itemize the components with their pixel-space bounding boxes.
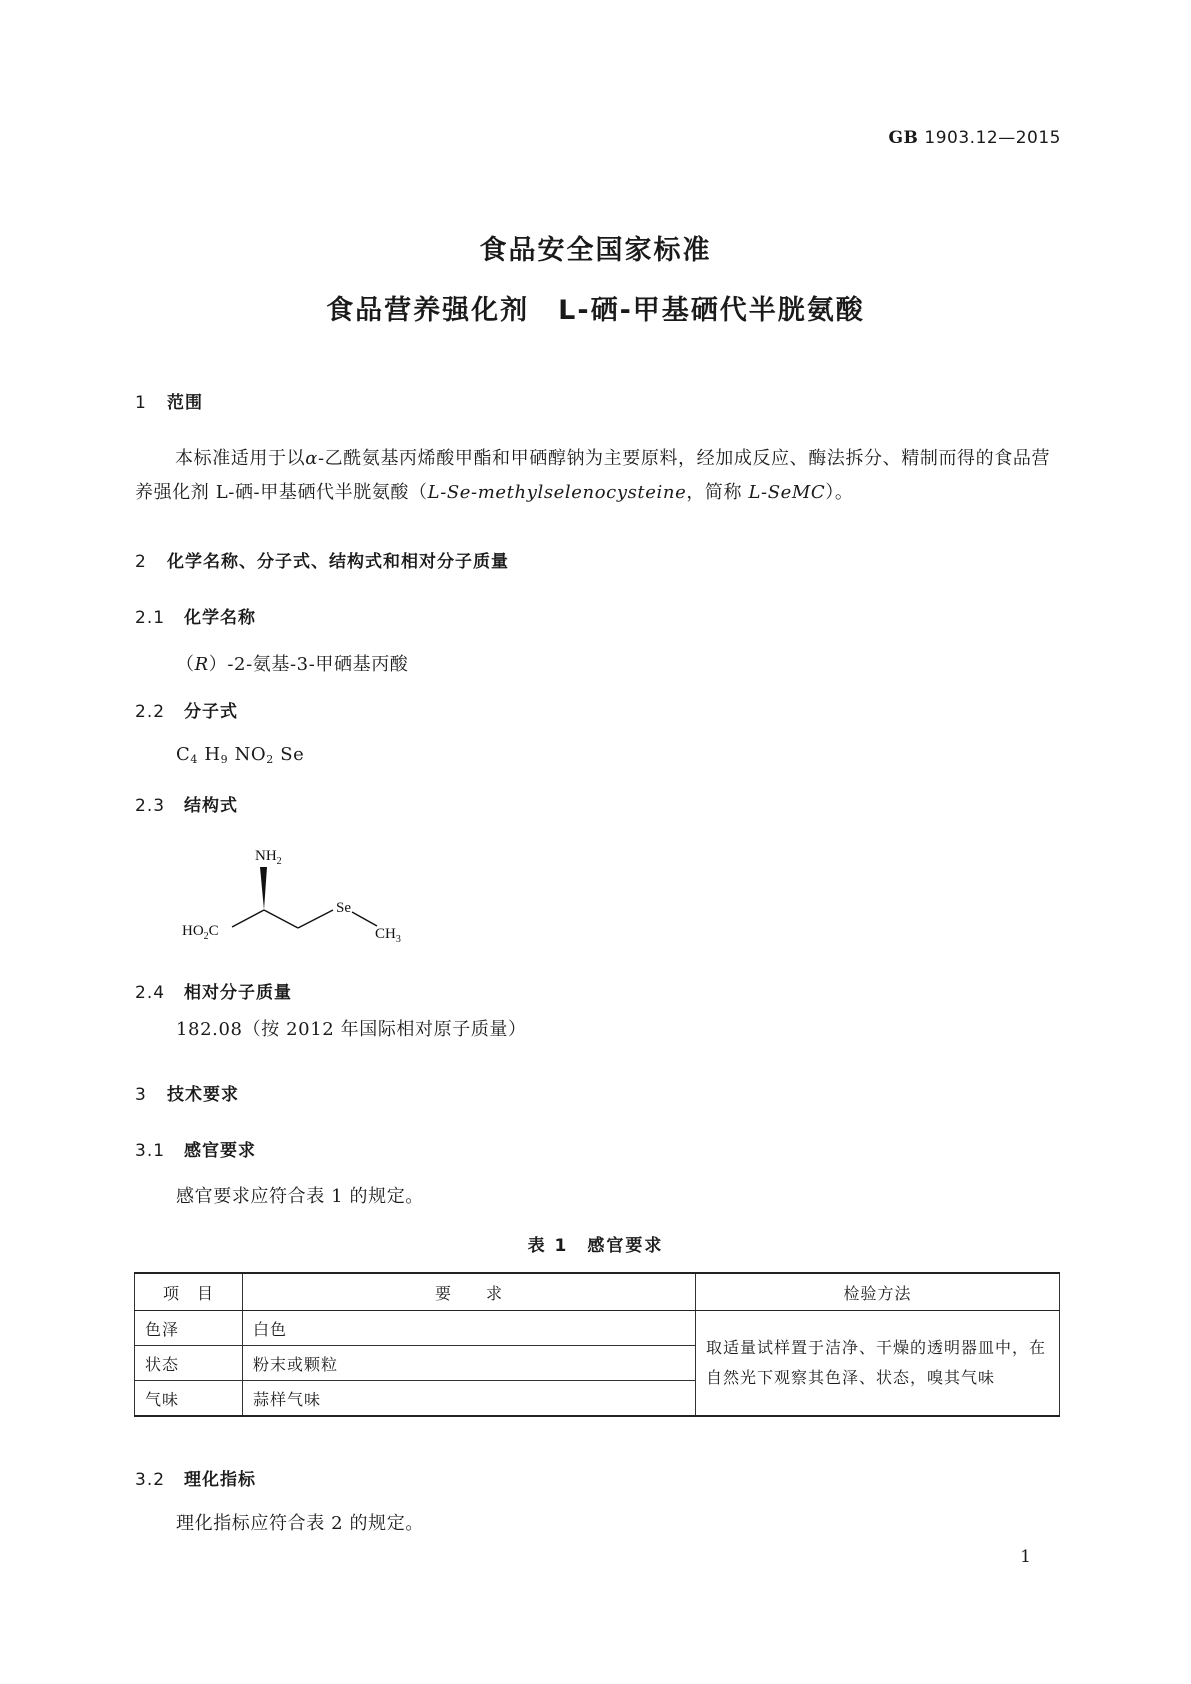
- section-number: 3: [135, 1085, 147, 1105]
- section-title: 分子式: [184, 702, 238, 722]
- page-number: 1: [1020, 1547, 1031, 1567]
- methyl-label: $CH_3$: [375, 926, 401, 945]
- bond-c1-c2: [232, 910, 264, 927]
- section-3-heading: [135, 1080, 239, 1105]
- bond-se-ch3: [352, 912, 377, 926]
- section-3-1-text: 感官要求应符合表 1 的规定。: [176, 1186, 424, 1207]
- section-number: 3.1: [135, 1141, 166, 1161]
- section-3-2-text: 理化指标应符合表 2 的规定。: [176, 1513, 424, 1534]
- section-number: 3.2: [135, 1470, 166, 1490]
- section-2-2-heading: [135, 697, 238, 722]
- code-number: 1903.12—2015: [924, 128, 1061, 148]
- formula-subscript: 9: [220, 753, 229, 766]
- section-3-1-heading: [135, 1136, 256, 1161]
- formula-element: Se: [280, 744, 305, 765]
- row-requirement: 白色: [243, 1311, 696, 1346]
- section-number: 2.1: [135, 608, 166, 628]
- molecular-formula: [176, 744, 304, 766]
- section-title: 理化指标: [184, 1470, 256, 1490]
- section-2-1-heading: [135, 603, 256, 628]
- section-title: 相对分子质量: [184, 983, 292, 1003]
- row-item: 色泽: [135, 1311, 243, 1346]
- nh2-label: $NH_2$: [255, 848, 282, 867]
- section-title: 感官要求: [184, 1141, 256, 1161]
- formula-subscript: 4: [190, 753, 198, 766]
- row-item: 状态: [135, 1346, 243, 1381]
- section-2-heading: [135, 547, 509, 572]
- formula-element: C: [176, 744, 191, 765]
- section-number: 2.3: [135, 796, 166, 816]
- section-number: 2.2: [135, 702, 166, 722]
- formula-element: H: [204, 744, 221, 765]
- table-header-row: [135, 1273, 1060, 1311]
- section-number: 1: [135, 393, 147, 413]
- selenium-label: Se: [336, 900, 351, 916]
- section-1-heading: [135, 388, 203, 413]
- row-item: 气味: [135, 1381, 243, 1417]
- chemical-name: [176, 650, 408, 676]
- text-run: （: [176, 654, 195, 675]
- section-3-2-heading: [135, 1465, 256, 1490]
- table-row: [135, 1311, 1060, 1346]
- structural-formula: [170, 836, 430, 946]
- document-code: [889, 128, 1061, 148]
- document-title-line2: 食品营养强化剂 L-硒-甲基硒代半胱氨酸: [326, 295, 865, 326]
- text-run: R: [194, 654, 209, 675]
- section-title: 化学名称、分子式、结构式和相对分子质量: [167, 552, 509, 572]
- formula-element: NO: [234, 744, 267, 765]
- text-run: L-Se-methylselenocysteine: [427, 482, 687, 503]
- section-1-paragraph: [135, 442, 1057, 510]
- test-method: 取适量试样置于洁净、干燥的透明器皿中，在自然光下观察其色泽、状态，嗅其气味: [696, 1311, 1060, 1417]
- section-title: 结构式: [184, 796, 238, 816]
- text-run: 本标准适用于以: [175, 448, 306, 469]
- text-run: L-SeMC: [748, 482, 826, 503]
- section-title: 技术要求: [167, 1085, 239, 1105]
- section-number: 2.4: [135, 983, 166, 1003]
- text-run: ）。: [825, 482, 854, 503]
- section-2-4-heading: [135, 978, 292, 1003]
- formula-subscript: 2: [266, 753, 274, 766]
- text-run: ，简称: [686, 482, 749, 503]
- row-requirement: 蒜样气味: [243, 1381, 696, 1417]
- section-title: 化学名称: [184, 608, 256, 628]
- header-method: 检验方法: [696, 1273, 1060, 1311]
- document-title-line1: 食品安全国家标准: [479, 235, 712, 266]
- carboxyl-label: $HO_2C$: [182, 923, 219, 942]
- code-prefix: GB: [888, 128, 919, 148]
- bond-c3-se: [298, 910, 333, 928]
- section-number: 2: [135, 552, 147, 572]
- table-1-caption: 表 1 感官要求: [527, 1236, 664, 1256]
- molecular-mass: 182.08（按 2012 年国际相对原子质量）: [176, 1019, 527, 1040]
- text-run: α: [305, 448, 318, 469]
- header-item: 项 目: [135, 1273, 243, 1311]
- bond-c2-c3: [264, 910, 298, 928]
- wedge-bond: [260, 867, 267, 910]
- section-title: 范围: [167, 393, 203, 413]
- section-2-3-heading: [135, 791, 238, 816]
- text-run: -乙酰氨基丙烯酸甲酯和甲硒醇钠为主要原料，经加成反应、酶法拆分、精制而得的食品营养强化剂 L-硒-甲基硒代半胱氨酸（: [135, 448, 1051, 503]
- text-run: ）-2-氨基-3-甲硒基丙酸: [208, 654, 409, 675]
- table-1: [134, 1272, 1060, 1417]
- row-requirement: 粉末或颗粒: [243, 1346, 696, 1381]
- header-requirement: 要 求: [243, 1273, 696, 1311]
